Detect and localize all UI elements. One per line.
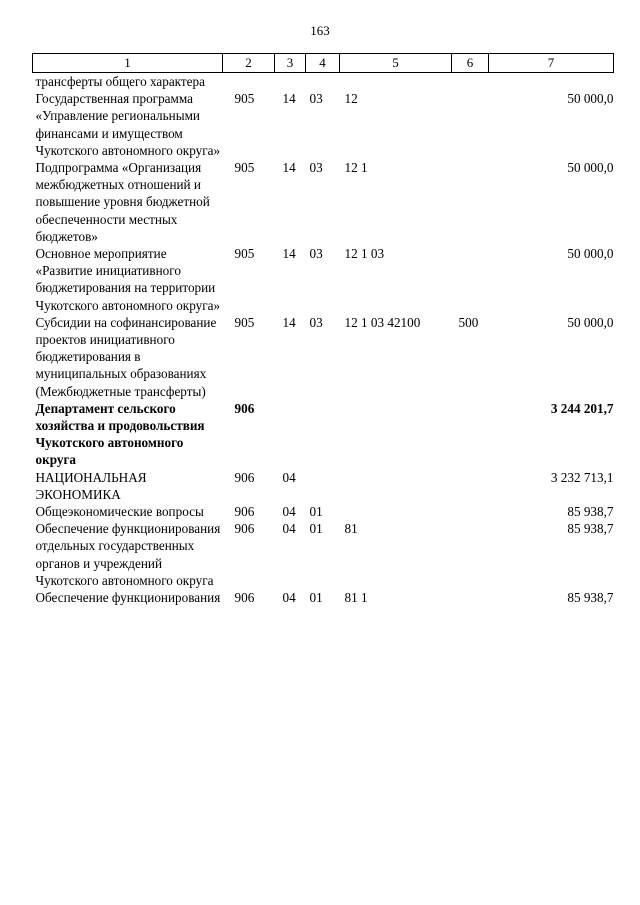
- table-row: [33, 520, 614, 589]
- amount-cell: 3 244 201,7: [550, 400, 614, 416]
- amount-cell: 50 000,0: [567, 91, 614, 107]
- section-code-cell: 04: [282, 590, 296, 606]
- target-article-cell: [340, 73, 452, 91]
- target-article-cell: 81 1: [344, 590, 368, 606]
- amount-cell: 50 000,0: [567, 160, 614, 176]
- row-name-cell: Государственная программа «Управление региональными финансами и имуществом Чукотского автономного округа»: [35, 91, 221, 158]
- target-article-cell: [340, 503, 452, 520]
- target-article-cell: 12 1 03 42100: [344, 314, 421, 330]
- row-name-cell: Департамент сельского хозяйства и продовольствия Чукотского автономного округа: [35, 400, 205, 468]
- target-article-cell: [340, 469, 452, 503]
- amount-cell: 85 938,7: [567, 504, 614, 520]
- expense-type-cell: [452, 73, 489, 91]
- table-row: [33, 469, 614, 503]
- row-name-cell: Обеспечение функционирования: [35, 590, 221, 606]
- section-code-cell: [275, 400, 306, 469]
- header-col-2: 2: [223, 54, 275, 73]
- header-col-4: 4: [306, 54, 340, 73]
- expense-type-cell: [452, 400, 489, 469]
- subsection-code-cell: [306, 400, 340, 469]
- ministry-code-cell: 905: [234, 246, 255, 262]
- table-row: [33, 314, 614, 400]
- section-code-cell: 04: [282, 521, 296, 537]
- table-row: [33, 245, 614, 314]
- ministry-code-cell: 905: [234, 314, 255, 330]
- ministry-code-cell: 906: [234, 521, 255, 537]
- row-name-cell: трансферты общего характера: [35, 74, 205, 89]
- column-number-header: [33, 54, 614, 73]
- header-col-5: 5: [340, 54, 452, 73]
- table-row: [33, 73, 614, 91]
- subsection-code-cell: 01: [309, 590, 323, 606]
- amount-cell: 85 938,7: [567, 590, 614, 606]
- expense-type-cell: 500: [458, 314, 479, 330]
- header-col-3: 3: [275, 54, 306, 73]
- table-row: [33, 90, 614, 159]
- table-row: [33, 503, 614, 520]
- row-name-cell: Основное мероприятие «Развитие инициативного бюджетирования на территории Чукотского автономного округа»: [35, 246, 221, 313]
- ministry-code-cell: 906: [234, 469, 255, 485]
- subsection-code-cell: [306, 469, 340, 503]
- expense-type-cell: [452, 469, 489, 503]
- table-row: [33, 400, 614, 469]
- row-name-cell: Подпрограмма «Организация межбюджетных отношений и повышение уровня бюджетной обеспеченности местных бюджетов»: [35, 160, 210, 244]
- section-code-cell: 14: [282, 160, 296, 176]
- row-name-cell: Общеэкономические вопросы: [35, 504, 204, 520]
- section-code-cell: 04: [282, 504, 296, 520]
- ministry-code-cell: 906: [234, 590, 255, 606]
- target-article-cell: [340, 400, 452, 469]
- budget-table: [32, 53, 614, 606]
- expense-type-cell: [452, 520, 489, 589]
- section-code-cell: 04: [282, 469, 296, 485]
- target-article-cell: 12 1 03: [344, 246, 385, 262]
- subsection-code-cell: 03: [309, 246, 323, 262]
- subsection-code-cell: 03: [309, 91, 323, 107]
- ministry-code-cell: [223, 73, 275, 91]
- subsection-code-cell: 03: [309, 314, 323, 330]
- header-col-7: 7: [489, 54, 614, 73]
- ministry-code-cell: 905: [234, 160, 255, 176]
- expense-type-cell: [452, 589, 489, 606]
- subsection-code-cell: 03: [309, 160, 323, 176]
- section-code-cell: [275, 73, 306, 91]
- section-code-cell: 14: [282, 314, 296, 330]
- subsection-code-cell: 01: [309, 521, 323, 537]
- header-col-6: 6: [452, 54, 489, 73]
- target-article-cell: 81: [344, 521, 358, 537]
- target-article-cell: 12 1: [344, 160, 368, 176]
- row-name-cell: Обеспечение функционирования отдельных государственных органов и учреждений Чукотского автономного округа: [35, 521, 221, 588]
- amount-cell: 50 000,0: [567, 246, 614, 262]
- amount-cell: 50 000,0: [567, 314, 614, 330]
- expense-type-cell: [452, 159, 489, 245]
- section-code-cell: 14: [282, 91, 296, 107]
- page-number: 163: [310, 23, 330, 38]
- row-name-cell: Субсидии на софинансирование проектов инициативного бюджетирования в муниципальных образованиях (Межбюджетные трансферты): [35, 314, 217, 399]
- header-col-1: 1: [33, 54, 223, 73]
- table-row: [33, 589, 614, 606]
- target-article-cell: 12: [344, 91, 358, 107]
- amount-cell: 3 232 713,1: [550, 469, 614, 485]
- subsection-code-cell: 01: [309, 504, 323, 520]
- ministry-code-cell: 905: [234, 91, 255, 107]
- section-code-cell: 14: [282, 246, 296, 262]
- amount-cell: 85 938,7: [567, 521, 614, 537]
- table-row: [33, 159, 614, 245]
- expense-type-cell: [452, 245, 489, 314]
- expense-type-cell: [452, 90, 489, 159]
- expense-type-cell: [452, 503, 489, 520]
- ministry-code-cell: 906: [234, 400, 255, 416]
- subsection-code-cell: [306, 73, 340, 91]
- ministry-code-cell: 906: [234, 504, 255, 520]
- amount-cell: [489, 73, 614, 91]
- row-name-cell: НАЦИОНАЛЬНАЯ ЭКОНОМИКА: [35, 469, 147, 502]
